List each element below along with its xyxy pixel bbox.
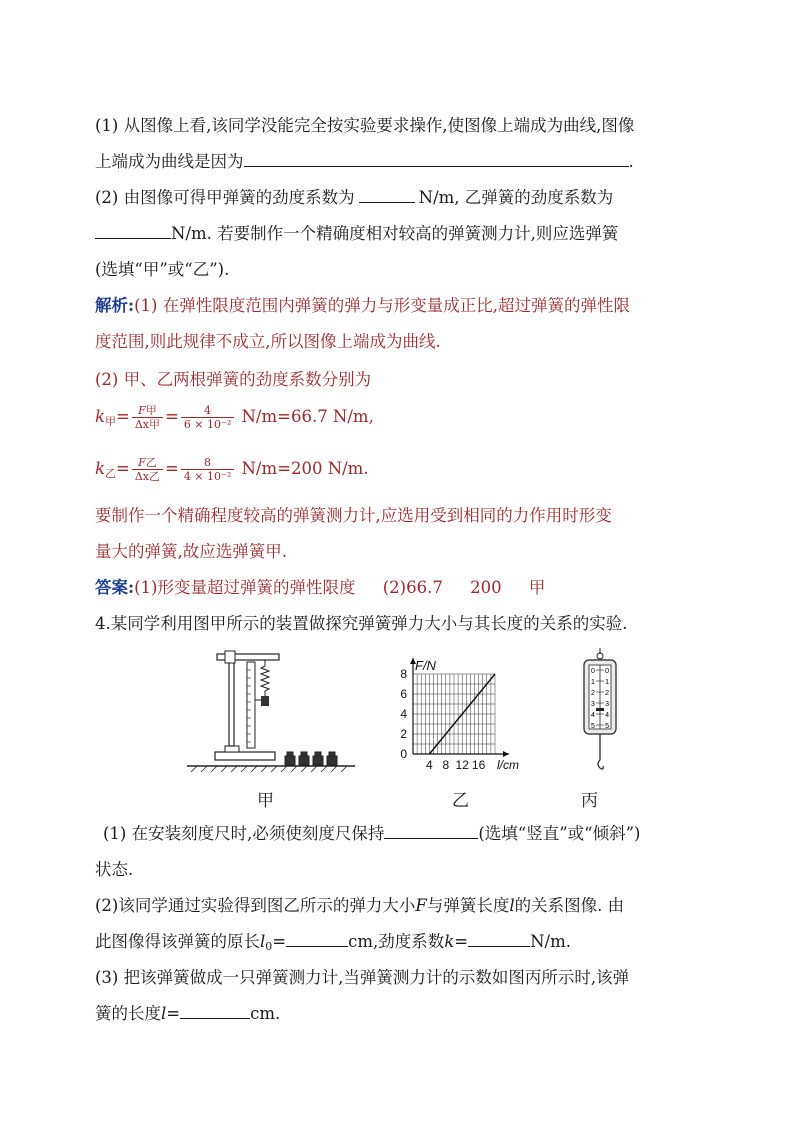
- gauge-label-right: 3: [605, 701, 609, 708]
- answer-line: 答案:(1)形变量超过弹簧的弹性限度 (2)66.7 200 甲: [95, 578, 546, 597]
- q3-part2-line2: N/m. 若要制作一个精确度相对较高的弹簧测力计,则应选弹簧: [95, 222, 618, 246]
- answer-blank-2[interactable]: [359, 186, 415, 203]
- q4-stem: 4.某同学利用图甲所示的装置做探究弹簧弹力大小与其长度的关系的实验.: [95, 614, 628, 633]
- x-axis-arrow-icon: [503, 751, 509, 757]
- answer-blank-5[interactable]: [286, 930, 348, 947]
- analysis-line1: 解析:(1) 在弹性限度范围内弹簧的弹力与形变量成正比,超过弹簧的弹性限: [95, 296, 630, 315]
- y-tick-label: 8: [400, 667, 407, 681]
- answer-blank-1[interactable]: [244, 150, 629, 167]
- q4-part1-line1: (1) 在安装刻度尺时,必须使刻度尺保持 (选填“竖直”或“倾斜”): [103, 824, 641, 843]
- gauge-label-left: 1: [591, 679, 595, 686]
- gauge-label-left: 5: [591, 723, 595, 730]
- x-tick-label: 16: [471, 758, 486, 772]
- gauge-label-right: 4: [605, 712, 609, 719]
- fraction-symbolic: $\frac{\text{F乙}}{\text{Δx乙}}$: [132, 456, 163, 483]
- formula-k-jia: $k_甲=$ $\frac{\text{F甲}}{\text{Δx甲}}$ = $\frac{4}{\text{6 × 10⁻²}}$ N/m=66.7 N/m,: [95, 404, 374, 431]
- gauge-pointer: [596, 708, 604, 711]
- gauge-label-left: 3: [591, 701, 595, 708]
- figure-yi-chart: [375, 648, 535, 778]
- caption-bing: 丙: [581, 791, 598, 811]
- caption-jia: 甲: [257, 791, 274, 811]
- figure-bing-spring-scale: [575, 648, 625, 778]
- gauge-label-right: 0: [605, 668, 609, 675]
- fraction-symbolic: $\frac{\text{F甲}}{\text{Δx甲}}$: [132, 404, 163, 431]
- caption-yi: 乙: [452, 791, 469, 811]
- q3-part2-line3: (选填“甲”或“乙”).: [95, 260, 230, 279]
- q3-part2-line1: (2) 由图像可得甲弹簧的劲度系数为 N/m, 乙弹簧的劲度系数为: [95, 188, 614, 207]
- figure-jia-apparatus: [185, 648, 360, 778]
- answer-blank-6[interactable]: [468, 930, 530, 947]
- q4-part3-line1: (3) 把该弹簧做成一只弹簧测力计,当弹簧测力计的示数如图丙所示时,该弹: [95, 968, 630, 987]
- gauge-label-left: 2: [591, 690, 595, 697]
- answer-label: 答案:: [95, 578, 135, 597]
- q4-part2-line1: (2)该同学通过实验得到图乙所示的弹力大小F与弹簧长度l的关系图像. 由: [95, 896, 625, 915]
- fraction-numeric: $\frac{4}{\text{6 × 10⁻²}}$: [181, 404, 234, 431]
- q3-part1-line2: 上端成为曲线是因为 .: [95, 152, 634, 171]
- gauge-label-right: 1: [605, 679, 609, 686]
- answer-blank-7[interactable]: [180, 1002, 250, 1019]
- y-tick-label: 4: [400, 707, 407, 721]
- formula-k-yi: $k_乙=$ $\frac{\text{F乙}}{\text{Δx乙}}$ = $\frac{8}{\text{4 × 10⁻²}}$ N/m=200 N/m.: [95, 456, 369, 483]
- x-tick-label: 8: [442, 758, 450, 772]
- y-tick-label: 2: [400, 727, 407, 741]
- y-axis-label: F/N: [415, 658, 436, 673]
- gauge-label-left: 4: [591, 712, 595, 719]
- answer-blank-3[interactable]: [95, 222, 171, 239]
- fraction-numeric: $\frac{8}{\text{4 × 10⁻²}}$: [181, 456, 234, 483]
- hook-icon: [598, 760, 603, 769]
- q4-part2-line2: 此图像得该弹簧的原长$l_0=$ cm,劲度系数k= N/m.: [95, 932, 571, 953]
- x-axis-label: l/cm: [497, 758, 519, 772]
- x-tick-label: 12: [455, 758, 469, 772]
- q4-part3-line2: 簧的长度l= cm.: [95, 1004, 281, 1023]
- y-tick-label: 0: [400, 747, 407, 761]
- q3-part1-line1: (1) 从图像上看,该同学没能完全按实验要求操作,使图像上端成为曲线,图像: [95, 116, 635, 135]
- analysis-label: 解析:: [95, 296, 135, 315]
- gauge-label-right: 2: [605, 690, 609, 697]
- q4-part1-line2: 状态.: [95, 860, 134, 879]
- gauge-label-right: 5: [605, 723, 609, 730]
- analysis-line5: 量大的弹簧,故应选弹簧甲.: [95, 542, 287, 561]
- y-tick-label: 6: [400, 687, 407, 701]
- gauge-label-left: 0: [591, 668, 595, 675]
- analysis-line4: 要制作一个精确程度较高的弹簧测力计,应选用受到相同的力作用时形变: [95, 506, 612, 525]
- answer-blank-4[interactable]: [384, 822, 478, 839]
- analysis-line2: 度范围,则此规律不成立,所以图像上端成为曲线.: [95, 332, 441, 351]
- x-tick-label: 4: [426, 758, 433, 772]
- analysis-line3: (2) 甲、乙两根弹簧的劲度系数分别为: [95, 370, 372, 389]
